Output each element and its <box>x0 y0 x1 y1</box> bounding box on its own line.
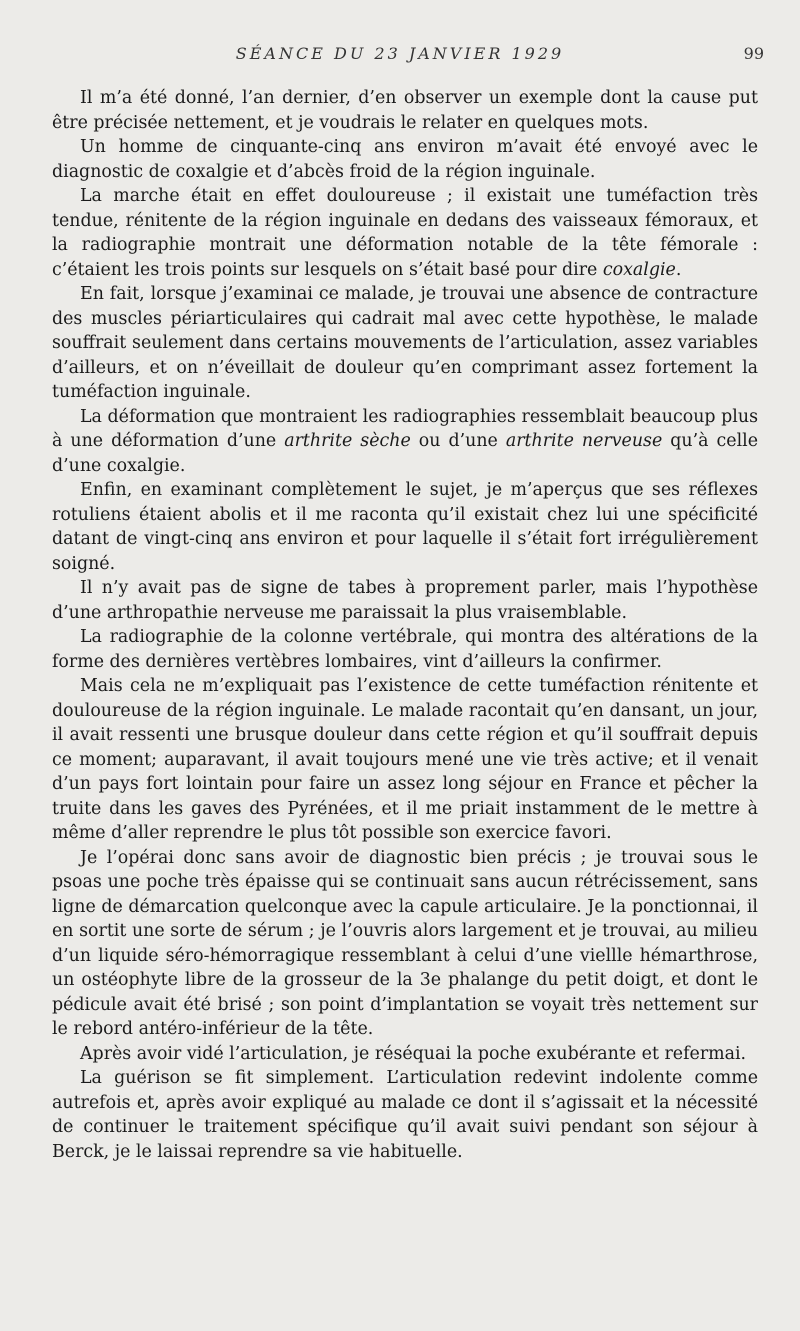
running-head-title: SÉANCE DU 23 JANVIER 1929 <box>235 44 565 63</box>
italic-term: coxalgie <box>602 259 676 280</box>
paragraph: Il n’y avait pas de signe de tabes à proprement parler, mais l’hypothèse d’une arthropathie nerveuse me paraissait la plus vraisemblable. <box>52 578 758 623</box>
paragraph: Je l’opérai donc sans avoir de diagnostic bien précis ; je trouvai sous le psoas une poche très épaisse qui se continuait sans aucun rétrécissement, sans ligne de démarcation quelconque avec la capule articulaire. Je la ponctionnai, il en sortit une sorte de sérum ; je l’ouvris alors largement et je trouvai, au milieu d’un liquide séro-hémorragique ressemblant à celui d’une viellle hémarthrose, un ostéophyte libre de la grosseur de la 3e phalange du petit doigt, et dont le pédicule avait été brisé ; son point d’implantation se voyait très nettement sur le rebord antéro-inférieur de la tête. <box>52 847 758 1039</box>
paragraph: Un homme de cinquante-cinq ans environ m’avait été envoyé avec le diagnostic de coxalgie et d’abcès froid de la région inguinale. <box>52 137 758 182</box>
paragraph: Après avoir vidé l’articulation, je réséquai la poche exubérante et refermai. <box>80 1043 747 1064</box>
page-number: 99 <box>743 44 764 63</box>
paragraph: La déformation que montraient les radiographies ressemblait beaucoup plus à une déformation d’une arthrite sèche ou d’une arthrite nerveuse qu’à celle d’une coxalgie. <box>52 406 758 476</box>
paragraph: Il m’a été donné, l’an dernier, d’en observer un exemple dont la cause put être précisée nettement, et je voudrais le relater en quelques mots. <box>52 88 758 133</box>
paragraph: La guérison se fit simplement. L’articulation redevint indolente comme autrefois et, après avoir expliqué au malade ce dont il s’agissait et la nécessité de continuer le traitement spécifique qu’il avait suivi pendant son séjour à Berck, je le laissai reprendre sa vie habituelle. <box>52 1068 758 1162</box>
article-body <box>52 86 758 1164</box>
paragraph: En fait, lorsque j’examinai ce malade, je trouvai une absence de contracture des muscles périarticulaires qui cadrait mal avec cette hypothèse, le malade souffrait seulement dans certains mouvements de l’articulation, assez variables d’ailleurs, et on n’éveillait de douleur qu’en comprimant assez fortement la tuméfaction inguinale. <box>52 284 758 402</box>
paragraph: Mais cela ne m’expliquait pas l’existence de cette tuméfaction rénitente et douloureuse de la région inguinale. Le malade racontait qu’en dansant, un jour, il avait ressenti une brusque douleur dans cette région et qu’il souffrait depuis ce moment; auparavant, il avait toujours mené une vie très active; et il venait d’un pays fort lointain pour faire un assez long séjour en France et pêcher la truite dans les gaves des Pyrénées, et il me priait instamment de le mettre à même d’aller reprendre le plus tôt possible son exercice favori. <box>52 676 758 843</box>
italic-term: arthrite nerveuse <box>505 431 663 451</box>
italic-term: arthrite sèche <box>284 431 411 451</box>
paragraph: Enfin, en examinant complètement le sujet, je m’aperçus que ses réflexes rotuliens étaient abolis et il me raconta qu’il existait chez lui une spécificité datant de vingt-cinq ans environ et pour laquelle il s’était fort irrégulièrement soigné. <box>52 480 758 574</box>
running-head <box>0 44 800 68</box>
paragraph: La marche était en effet douloureuse ; il existait une tuméfaction très tendue, rénitente de la région inguinale en dedans des vaisseaux fémoraux, et la radiographie montrait une déformation notable de la tête fémorale : c’étaient les trois points sur lesquels on s’était basé pour dire coxalgie. <box>52 186 758 280</box>
paragraph: La radiographie de la colonne vertébrale, qui montra des altérations de la forme des dernières vertèbres lombaires, vint d’ailleurs la confirmer. <box>52 627 758 672</box>
